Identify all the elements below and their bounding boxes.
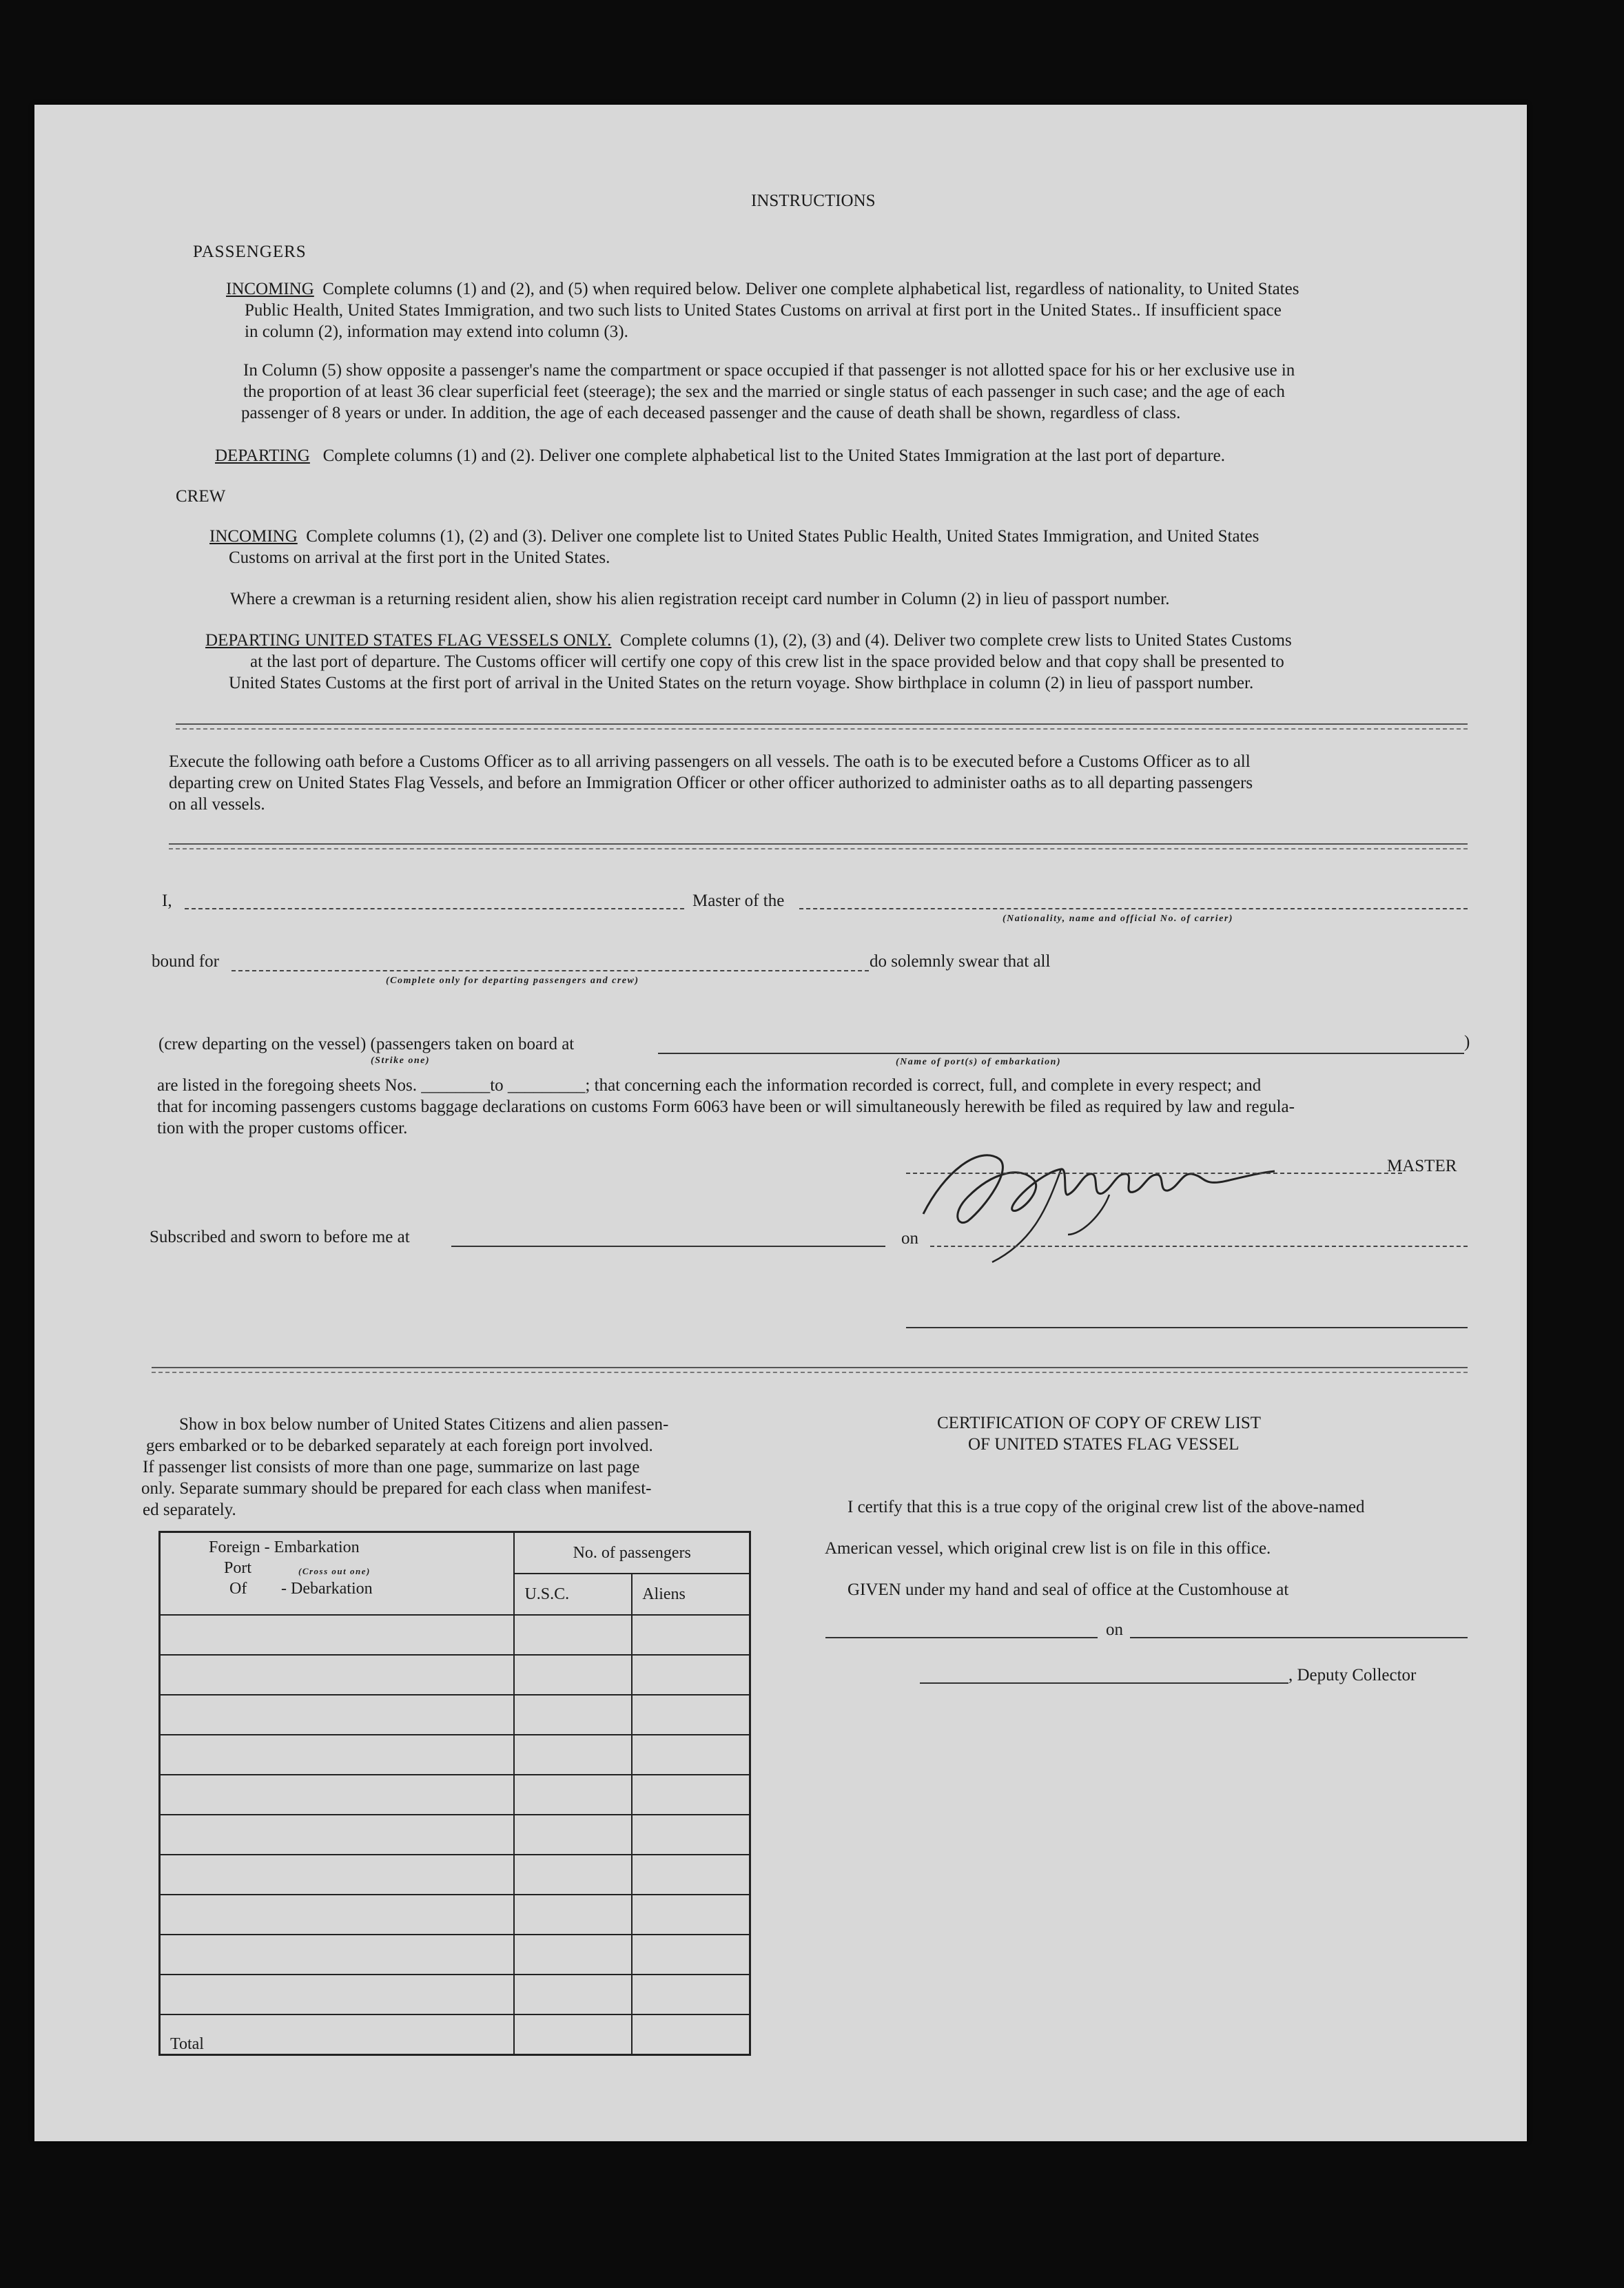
port-caption: (Name of port(s) of embarkation)	[896, 1057, 1062, 1067]
strike-caption: (Strike one)	[371, 1055, 431, 1066]
summary-instructions-line-4: only. Separate summary should be prepared for each class when manifest-	[141, 1479, 652, 1498]
usc-cell[interactable]	[514, 1695, 632, 1735]
master-of-label: Master of the	[692, 892, 785, 910]
port-cell[interactable]	[160, 1615, 515, 1655]
aliens-header: Aliens	[632, 1574, 750, 1615]
carrier-field[interactable]	[799, 908, 1468, 909]
divider	[169, 843, 1468, 849]
listed-line-3: tion with the proper customs officer.	[157, 1119, 408, 1137]
certification-title-line-2: OF UNITED STATES FLAG VESSEL	[968, 1435, 1240, 1454]
usc-cell[interactable]	[514, 1655, 632, 1695]
bound-for-field[interactable]	[232, 970, 869, 971]
aliens-cell[interactable]	[632, 1655, 750, 1695]
oath-intro-line-3: on all vessels.	[169, 795, 265, 814]
close-paren: )	[1464, 1033, 1470, 1051]
crew-resident-text: Where a crewman is a returning resident alien, show his alien registration receipt card number in Column (2) in lieu of passport number.	[230, 590, 1170, 608]
swear-text: do solemnly swear that all	[870, 952, 1051, 971]
sworn-date-field[interactable]	[930, 1246, 1468, 1247]
subscribed-label: Subscribed and sworn to before me at	[150, 1228, 410, 1246]
table-row	[160, 1895, 750, 1935]
summary-instructions-line-5: ed separately.	[143, 1501, 236, 1519]
summary-instructions-line-3: If passenger list consists of more than one page, summarize on last page	[143, 1458, 640, 1476]
passengers-incoming-line-1: INCOMING Complete columns (1) and (2), and (5) when required below. Deliver one complete alphabetical list, regardless of nationality, to United States	[226, 280, 1299, 298]
port-cell[interactable]	[160, 1895, 515, 1935]
crew-incoming-line-2: Customs on arrival at the first port in the United States.	[229, 548, 610, 567]
aliens-cell[interactable]	[632, 1815, 750, 1855]
certification-title-line-1: CERTIFICATION OF COPY OF CREW LIST	[937, 1414, 1262, 1432]
table-row	[160, 1615, 750, 1655]
crew-incoming-line-1: INCOMING Complete columns (1), (2) and (3). Deliver one complete list to United States Public Health, United States Immigration, and United States	[209, 527, 1260, 546]
listed-line-2: that for incoming passengers customs baggage declarations on customs Form 6063 have been or will simultaneously herewith be filed as required by law and regula-	[157, 1097, 1295, 1116]
usc-cell[interactable]	[514, 1975, 632, 2014]
customhouse-field[interactable]	[825, 1637, 1098, 1638]
column5-line-2: the proportion of at least 36 clear superficial feet (steerage); the sex and the married or single status of each passenger in such case; and the age of each	[243, 382, 1285, 401]
crew-departing-line-2: at the last port of departure. The Customs officer will certify one copy of this crew list in the space provided below and that copy shall be presented to	[250, 652, 1284, 671]
column5-line-3: passenger of 8 years or under. In addition, the age of each deceased passenger and the cause of death shall be shown, regardless of class.	[241, 404, 1181, 422]
usc-cell[interactable]	[514, 1935, 632, 1975]
table-row	[160, 1735, 750, 1775]
usc-header: U.S.C.	[514, 1574, 632, 1615]
strike-text: (crew departing on the vessel) (passengers taken on board at	[158, 1035, 575, 1053]
usc-cell[interactable]	[514, 1775, 632, 1815]
certification-text-line-2: American vessel, which original crew list is on file in this office.	[825, 1539, 1271, 1558]
deputy-collector-field[interactable]	[920, 1682, 1288, 1684]
port-header-debarkation: - Debarkation	[281, 1580, 373, 1598]
page-title: INSTRUCTIONS	[751, 192, 876, 210]
passengers-incoming-line-3: in column (2), information may extend into column (3).	[245, 322, 628, 341]
port-header-cell	[160, 1532, 515, 1616]
oath-intro-line-2: departing crew on United States Flag Vessels, and before an Immigration Officer or other officer authorized to administer oaths as to all departing passengers	[169, 774, 1253, 792]
table-row	[160, 1815, 750, 1855]
port-header-line-1: Foreign - Embarkation	[209, 1538, 360, 1556]
listed-line-1: are listed in the foregoing sheets Nos. ________to _________; that concerning each the information recorded is correct, full, and complete in every respect; and	[157, 1076, 1262, 1095]
total-row	[160, 2014, 750, 2055]
port-cell[interactable]	[160, 1775, 515, 1815]
aliens-cell[interactable]	[632, 1935, 750, 1975]
port-header-cross-out: (Cross out one)	[298, 1566, 371, 1576]
document-page	[34, 105, 1527, 2141]
aliens-cell[interactable]	[632, 1615, 750, 1655]
passengers-heading: PASSENGERS	[193, 243, 307, 261]
passengers-incoming-line-2: Public Health, United States Immigration, and two such lists to United States Customs on arrival at first port in the United States.. If insufficient space	[245, 301, 1282, 320]
port-cell[interactable]	[160, 1975, 515, 2014]
bound-for-label: bound for	[152, 952, 219, 971]
table-row	[160, 1975, 750, 2014]
port-cell[interactable]	[160, 1815, 515, 1855]
aliens-cell[interactable]	[632, 1775, 750, 1815]
aliens-cell[interactable]	[632, 1855, 750, 1895]
usc-cell[interactable]	[514, 1615, 632, 1655]
crew-incoming-label: INCOMING	[209, 527, 298, 546]
crew-departing-label: DEPARTING UNITED STATES FLAG VESSELS ONLY.	[205, 631, 612, 650]
certification-on-label: on	[1106, 1620, 1123, 1639]
passengers-departing: DEPARTING Complete columns (1) and (2). Deliver one complete alphabetical list to the United States Immigration at the last port of departure.	[215, 446, 1225, 465]
bound-for-caption: (Complete only for departing passengers and crew)	[386, 976, 639, 986]
certification-text-line-1: I certify that this is a true copy of the original crew list of the above-named	[847, 1498, 1365, 1516]
crew-heading: CREW	[176, 487, 226, 506]
passengers-count-header: No. of passengers	[514, 1532, 750, 1574]
divider	[176, 723, 1468, 730]
port-cell[interactable]	[160, 1655, 515, 1695]
carrier-caption: (Nationality, name and official No. of carrier)	[1003, 914, 1233, 924]
divider	[152, 1367, 1468, 1373]
summary-instructions-line-2: gers embarked or to be debarked separately at each foreign port involved.	[146, 1436, 653, 1455]
usc-cell[interactable]	[514, 1895, 632, 1935]
usc-cell[interactable]	[514, 1735, 632, 1775]
table-row	[160, 1775, 750, 1815]
usc-total-cell[interactable]	[514, 2014, 632, 2055]
master-signature-field[interactable]	[906, 1173, 1402, 1174]
master-label: MASTER	[1387, 1157, 1457, 1175]
certification-given-text: GIVEN under my hand and seal of office at the Customhouse at	[847, 1580, 1289, 1599]
port-cell[interactable]	[160, 1695, 515, 1735]
port-cell[interactable]	[160, 1935, 515, 1975]
aliens-cell[interactable]	[632, 1695, 750, 1735]
aliens-total-cell[interactable]	[632, 2014, 750, 2055]
aliens-cell[interactable]	[632, 1975, 750, 2014]
table-row	[160, 1855, 750, 1895]
signature-icon	[903, 1131, 1330, 1269]
table-row	[160, 1695, 750, 1735]
aliens-cell[interactable]	[632, 1895, 750, 1935]
passengers-incoming-label: INCOMING	[226, 280, 314, 298]
aliens-cell[interactable]	[632, 1735, 750, 1775]
sworn-at-field[interactable]	[451, 1246, 885, 1247]
port-header-port: Port	[224, 1559, 252, 1577]
port-field[interactable]	[658, 1053, 1464, 1054]
usc-cell[interactable]	[514, 1815, 632, 1855]
oath-i-label: I,	[162, 892, 172, 910]
certification-date-field[interactable]	[1130, 1637, 1468, 1638]
passenger-summary-table	[158, 1531, 751, 2056]
crew-departing-line-3: United States Customs at the first port of arrival in the United States on the return voyage. Show birthplace in column (2) in lieu of passport number.	[229, 674, 1254, 692]
deputy-collector-label: , Deputy Collector	[1288, 1666, 1417, 1684]
table-row	[160, 1935, 750, 1975]
master-name-field[interactable]	[185, 908, 684, 909]
total-label: Total	[160, 2014, 515, 2055]
column5-line-1: In Column (5) show opposite a passenger's name the compartment or space occupied if that passenger is not allotted space for his or her exclusive use in	[243, 361, 1295, 380]
port-cell[interactable]	[160, 1735, 515, 1775]
table-row	[160, 1655, 750, 1695]
officer-signature-field[interactable]	[906, 1327, 1468, 1328]
passengers-departing-label: DEPARTING	[215, 446, 310, 465]
crew-departing-line-1: DEPARTING UNITED STATES FLAG VESSELS ONLY. Complete columns (1), (2), (3) and (4). Deliver two complete crew lists to United States Customs	[205, 631, 1292, 650]
summary-instructions-line-1: Show in box below number of United States Citizens and alien passen-	[179, 1415, 669, 1434]
port-cell[interactable]	[160, 1855, 515, 1895]
port-header-of: Of	[229, 1580, 247, 1598]
sworn-on-label: on	[901, 1229, 918, 1248]
usc-cell[interactable]	[514, 1855, 632, 1895]
oath-intro-line-1: Execute the following oath before a Customs Officer as to all arriving passengers on all vessels. The oath is to be executed before a Customs Officer as to all	[169, 752, 1251, 771]
